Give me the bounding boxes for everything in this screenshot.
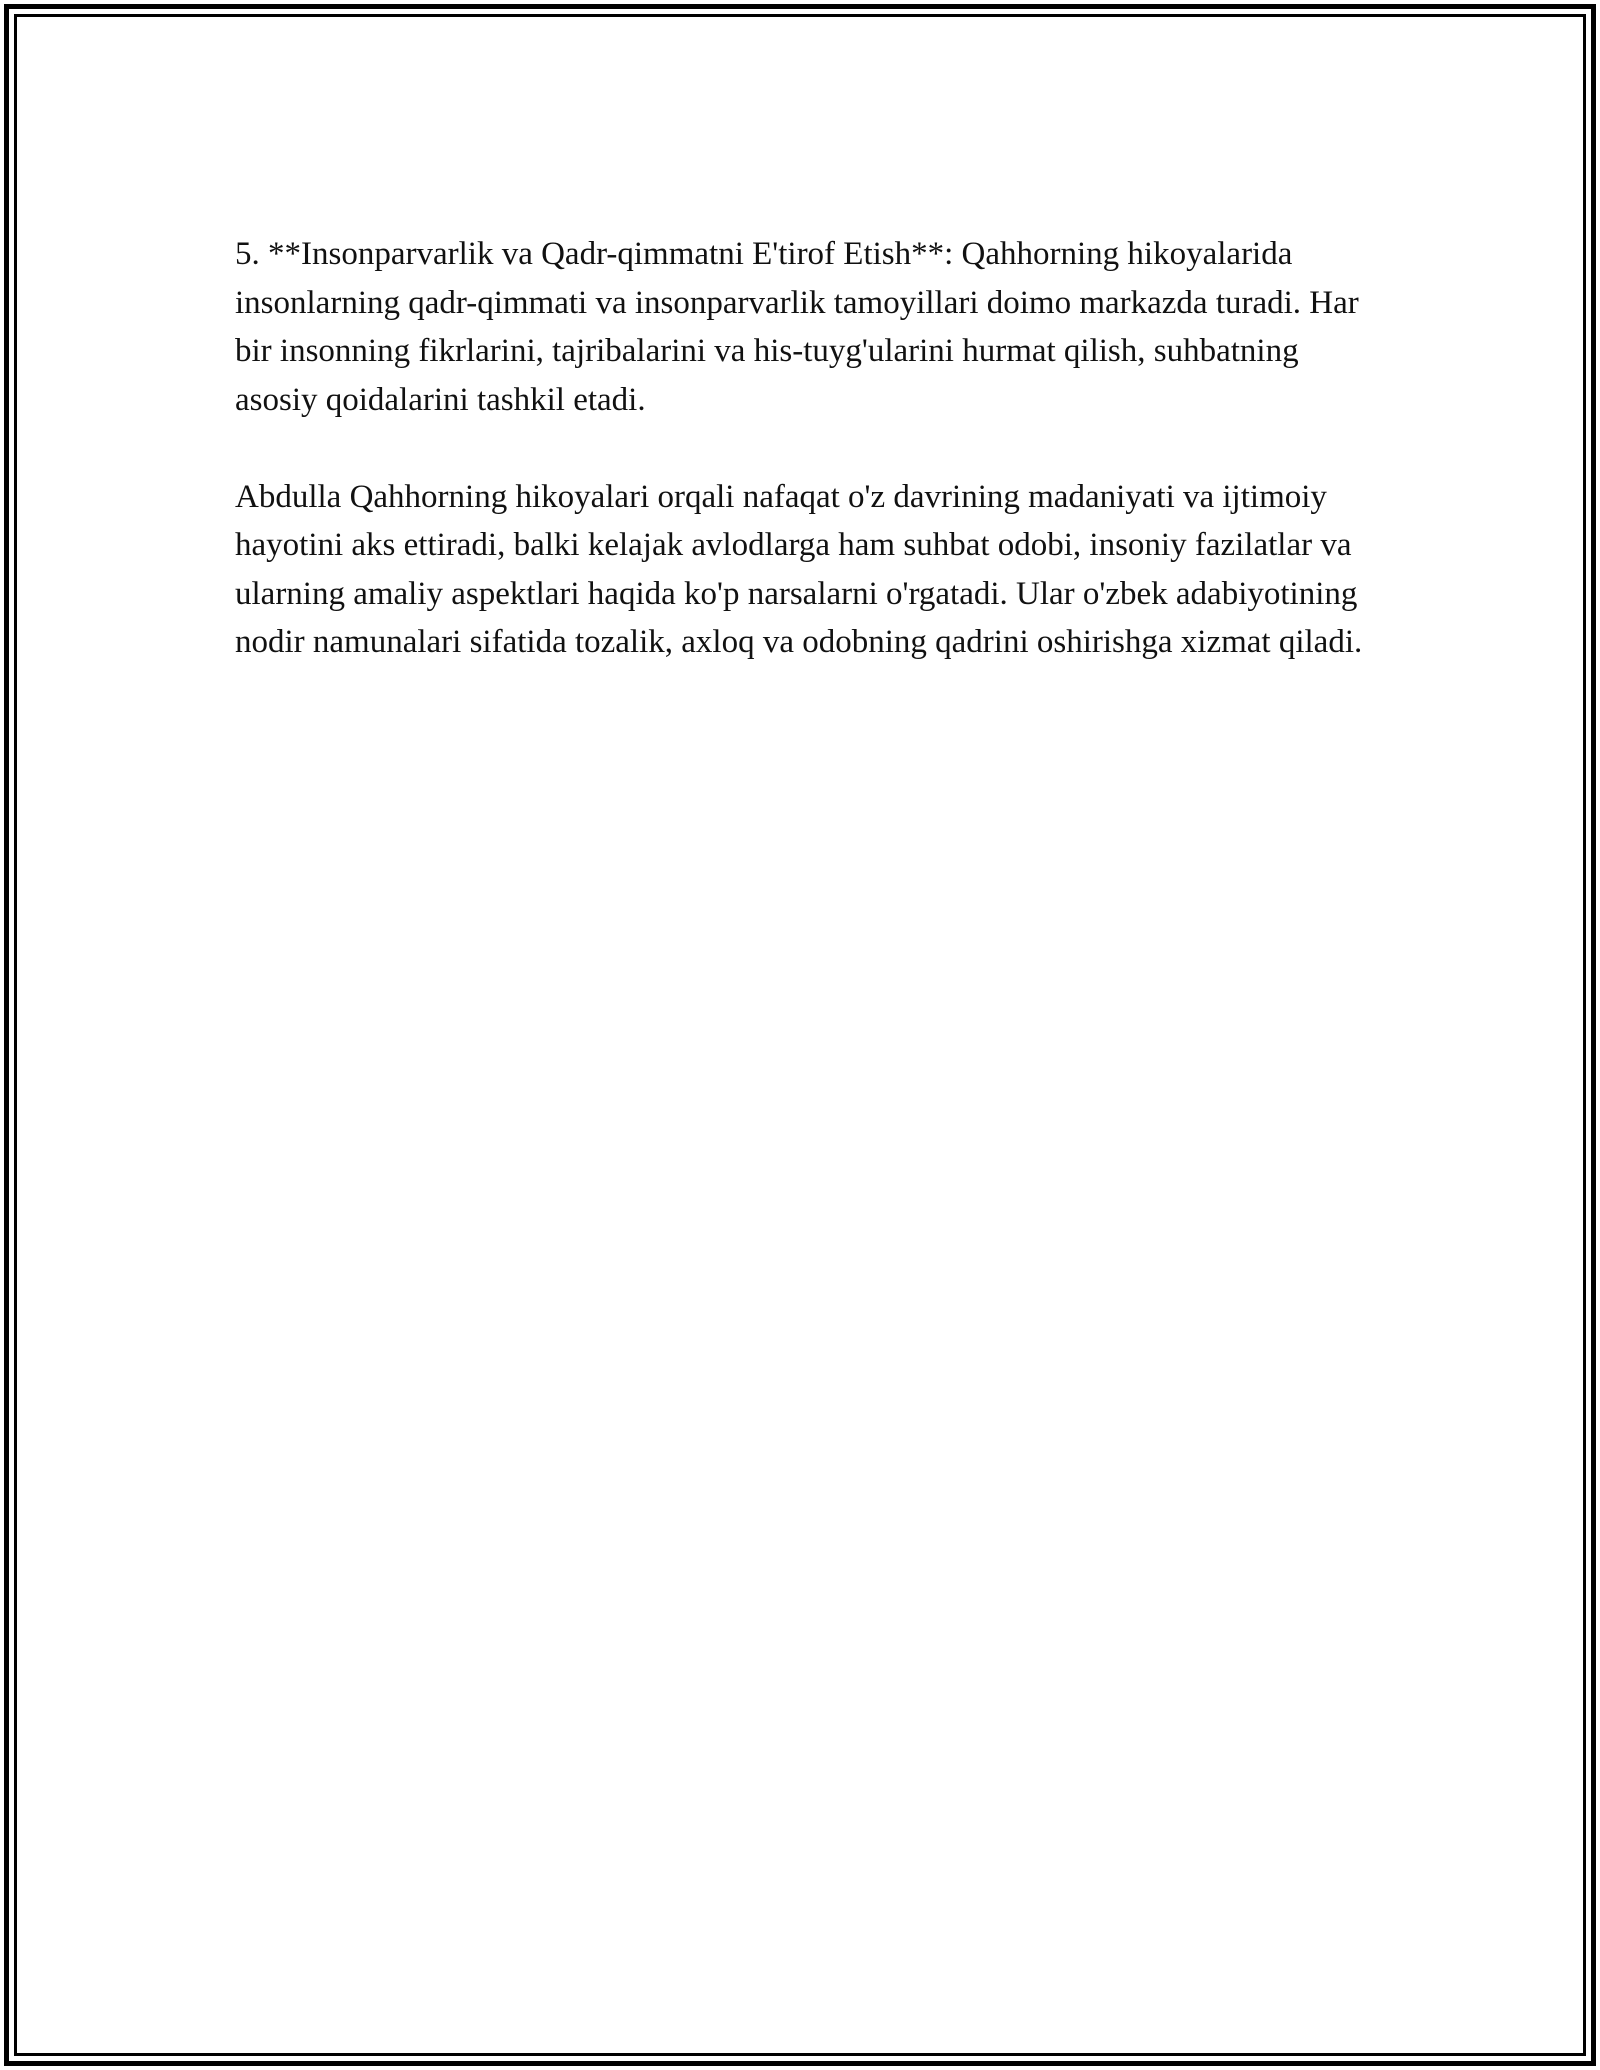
document-body (235, 230, 1375, 715)
paragraph-insonparvarlik: 5. **Insonparvarlik va Qadr-qimmatni E'tirof Etish**: Qahhorning hikoyalarida insonlarning qadr-qimmati va insonparvarlik tamoyillari doimo markazda turadi. Har bir insonning fikrlarini, tajribalarini va his-tuyg'ularini hurmat qilish, suhbatning asosiy qoidalarini tashkil etadi. (235, 236, 1359, 418)
paragraph-conclusion: Abdulla Qahhorning hikoyalari orqali nafaqat o'z davrining madaniyati va ijtimoiy hayotini aks ettiradi, balki kelajak avlodlarga ham suhbat odobi, insoniy fazilatlar va ularning amaliy aspektlari haqida ko'p narsalarni o'rgatadi. Ular o'zbek adabiyotining nodir namunalari sifatida tozalik, axloq va odobning qadrini oshirishga xizmat qiladi. (235, 478, 1363, 660)
